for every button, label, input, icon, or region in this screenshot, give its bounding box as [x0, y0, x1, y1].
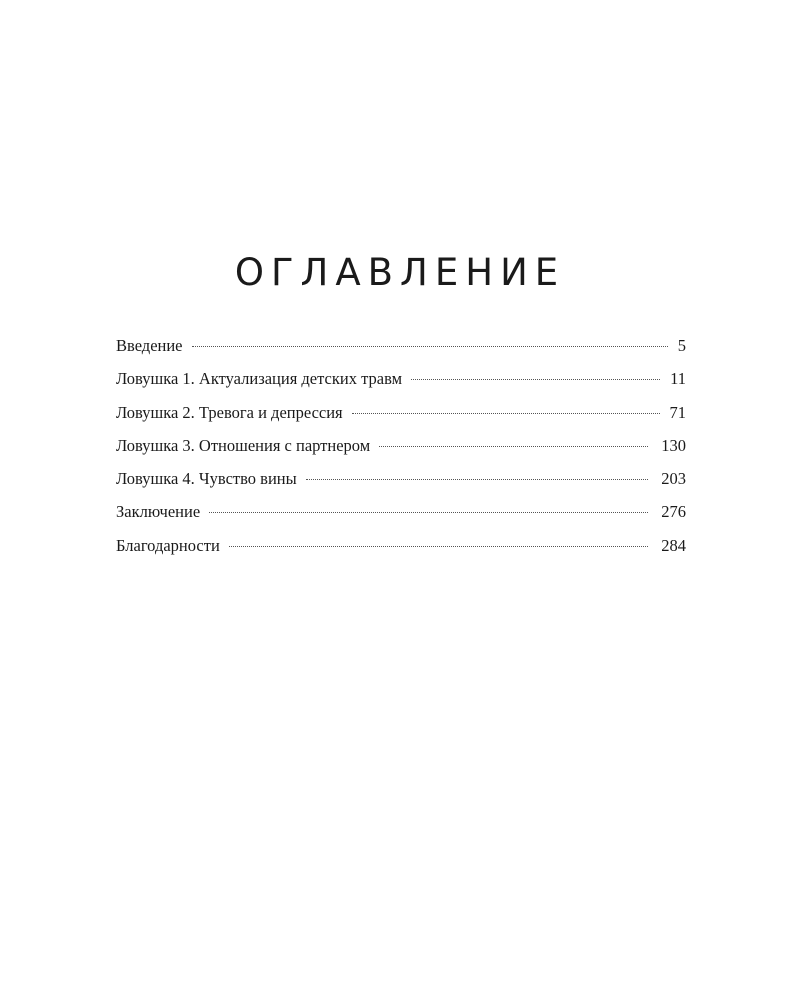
page-title: ОГЛАВЛЕНИЕ [234, 251, 566, 294]
toc-entry-page-number: 284 [661, 535, 686, 555]
toc-entry-trap-4[interactable] [116, 469, 686, 502]
toc-entry-page-number: 71 [669, 402, 686, 422]
dot-leader [192, 346, 668, 347]
toc-entry-label: Ловушка 1. Актуализация детских травм [116, 369, 403, 389]
dot-leader [306, 479, 648, 480]
toc-entry-label: Введение [116, 336, 183, 355]
toc-entry-trap-1[interactable] [116, 369, 686, 402]
toc-entry-trap-3[interactable] [116, 436, 686, 469]
dot-leader [229, 546, 648, 547]
dot-leader [352, 413, 660, 414]
toc-entry-introduction[interactable] [116, 336, 686, 369]
toc-entry-conclusion[interactable] [116, 502, 686, 535]
toc-entry-label: Благодарности [116, 535, 220, 555]
toc-entry-label: Ловушка 2. Тревога и депрессия [116, 402, 343, 422]
toc-entry-label: Заключение [116, 502, 201, 522]
toc-entry-trap-2[interactable] [116, 403, 686, 436]
toc-entry-page-number: 276 [661, 502, 686, 522]
dot-leader [411, 379, 660, 380]
dot-leader [209, 512, 648, 513]
toc-entry-page-number: 5 [677, 336, 686, 355]
toc-entry-page-number: 130 [661, 435, 686, 455]
table-of-contents [116, 336, 686, 569]
toc-entry-label: Ловушка 3. Отношения с партнером [116, 435, 371, 455]
toc-entry-label: Ловушка 4. Чувство вины [116, 469, 297, 489]
toc-entry-acknowledgements[interactable] [116, 536, 686, 569]
toc-entry-page-number: 203 [661, 469, 686, 489]
toc-entry-page-number: 11 [670, 369, 686, 389]
dot-leader [379, 446, 648, 447]
